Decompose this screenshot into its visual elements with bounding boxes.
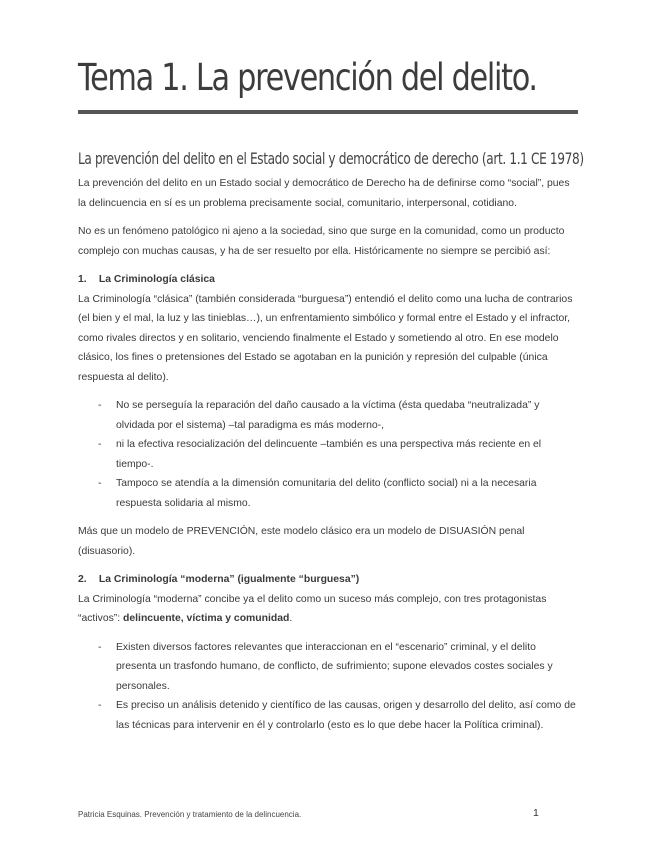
page-footer: Patricia Esquinas. Prevención y tratamiento de la delincuencia. <box>78 810 302 819</box>
dash-bullet: - <box>98 641 102 653</box>
section-heading-text: La Criminología clásica <box>98 274 215 285</box>
modern-paragraph-start: La Criminología “moderna” concibe ya el delito como un suceso más complejo, con tres protagonistas “activos”: <box>78 593 547 624</box>
section-heading-modern <box>78 570 578 590</box>
list-item-text: Es preciso un análisis detenido y científico de las causas, origen y desarrollo del delito, así como de las técnicas para intervenir en él y controlarlo (esto es lo que debe hacer la Política criminal). <box>116 700 576 731</box>
classic-closing-paragraph: Más que un modelo de PREVENCIÓN, este modelo clásico era un modelo de DISUASIÓN penal (disuasorio). <box>78 526 525 557</box>
list-item-text: ni la efectiva resocialización del delincuente –también es una perspectiva más reciente en el tiempo-. <box>116 439 542 470</box>
dash-bullet: - <box>98 400 102 411</box>
list-item <box>78 696 578 735</box>
title-underline <box>78 110 578 114</box>
list-item-text: No se perseguía la reparación del daño causado a la víctima (ésta quedaba “neutralizada” y olvidada por el sistema) –tal paradigma es más moderno-, <box>116 400 540 431</box>
list-item-text: Tampoco se atendía a la dimensión comunitaria del delito (conflicto social) ni a la necesaria respuesta solidaria al mismo. <box>116 478 537 509</box>
list-item <box>78 638 578 697</box>
intro-paragraph-1: La prevención del delito en un Estado social y democrático de Derecho ha de definirse como “social”, pues la delincuencia en sí es un problema precisamente social, comunitario, interpersonal, cotidiano. <box>78 178 570 209</box>
modern-paragraph-end: . <box>289 613 293 624</box>
list-item <box>78 474 578 513</box>
modern-paragraph <box>78 590 578 629</box>
section-subtitle: La prevención del delito en el Estado social y democrático de derecho (art. 1.1 CE 1978) <box>78 149 584 168</box>
section-heading-classic <box>78 270 578 290</box>
page-title: Tema 1. La prevención del delito. <box>78 56 537 99</box>
list-item-text: Existen diversos factores relevantes que interaccionan en el “escenario” criminal, y el delito presenta un trasfondo humano, de conflicto, de sufrimiento; supone elevados costes sociales y personales. <box>116 641 553 692</box>
intro-paragraph-2: No es un fenómeno patológico ni ajeno a la sociedad, sino que surge en la comunidad, como un producto complejo con muchas causas, y ha de ser resuelto por ella. Históricamente no siempre se percibió así: <box>78 226 565 257</box>
list-item <box>78 396 578 435</box>
page-number: 1 <box>533 807 539 819</box>
section-number: 2. <box>78 574 87 585</box>
modern-paragraph-emphasis: delincuente, víctima y comunidad <box>123 613 290 624</box>
document-body <box>78 174 578 744</box>
dash-bullet: - <box>98 478 102 489</box>
classic-bullet-list <box>78 396 578 513</box>
classic-paragraph: La Criminología “clásica” (también considerada “burguesa”) entendió el delito como una lucha de contrarios (el bien y el mal, la luz y las tinieblas…), un enfrentamiento simbólico y formal entre el Estado y el infractor, como rivales directos y en solitario, venciendo finalmente el Estado y sometiendo al otro. En ese modelo clásico, los fines o pretensiones del Estado se agotaban en la punición y represión del culpable (única respuesta al delito). <box>78 293 573 383</box>
dash-bullet: - <box>98 700 102 711</box>
dash-bullet: - <box>98 439 102 450</box>
section-number: 1. <box>78 274 87 285</box>
section-heading-text: La Criminología “moderna” (igualmente “burguesa”) <box>98 574 360 585</box>
list-item <box>78 435 578 474</box>
modern-bullet-list <box>78 638 578 736</box>
